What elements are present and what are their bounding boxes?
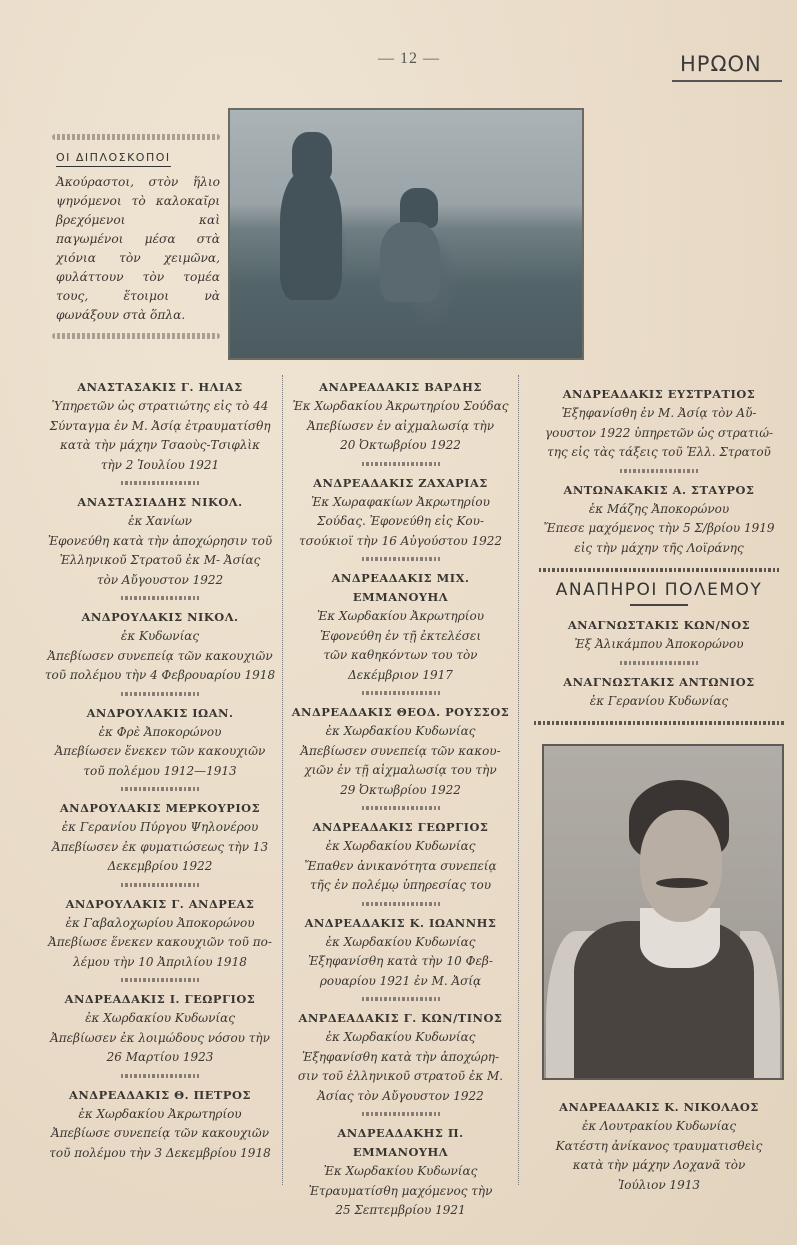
entry-name: ΑΝΔΡΕΑΔΑΚΙΣ ΓΕΩΡΓΙΟΣ (312, 820, 489, 834)
entry-name: ΑΝΔΡΕΑΔΑΚΙΣ ΘΕΟΔ. ΡΟΥΣΣΟΣ (291, 705, 510, 719)
entry-line: Ἐφονεύθη κατὰ τὴν ἀποχώρησιν τοῦ (47, 533, 273, 548)
entry-line: τοῦ πολέμου 1912—1913 (83, 763, 237, 778)
entry-name: ΑΝΔΡΟΥΛΑΚΙΣ Γ. ΑΝΔΡΕΑΣ (65, 896, 255, 911)
entry-line: κατὰ τὴν μάχην Λοχανᾶ τὸν (572, 1158, 746, 1172)
entry (288, 818, 513, 896)
separator (362, 557, 440, 561)
entry-line: ἐκ Μάζης Ἀποκορώνου (588, 501, 730, 516)
running-head: ΗΡΩΟΝ (680, 52, 762, 76)
entry-line: τὸν Αὔγουστον 1922 (96, 572, 224, 587)
entry-line: Ἐτραυματίσθη μαχόμενος τὴν (308, 1183, 493, 1198)
entry-line: Ἀπεβίωσεν ἕνεκεν τῶν κακουχιῶν (54, 744, 266, 758)
separator (362, 691, 440, 695)
entry-name: ΑΝΑΣΤΑΣΑΚΙΣ Γ. ΗΛΙΑΣ (77, 380, 243, 394)
entry-name: ΑΝΔΡΕΑΔΑΚΙΣ Θ. ΠΕΤΡΟΣ (69, 1087, 251, 1102)
entry-line: Ἀπεβίωσεν ἐκ λοιμώδους νόσου τὴν (50, 1030, 270, 1045)
entry-line: Ἐφονεύθη ἐν τῇ ἐκτελέσει (319, 628, 482, 643)
soldier-body-1 (280, 170, 342, 300)
entry-line: Ἐξηφανίσθη ἐν Μ. Ἀσίᾳ τὸν Αὔ- (561, 406, 757, 420)
entry-name: ΑΝΔΡΟΥΛΑΚΙΣ ΝΙΚΟΛ. (81, 610, 239, 624)
portrait-caption (528, 1098, 790, 1195)
entry-name: ΑΝΔΡΕΑΔΑΚΙΣ ΒΑΡΔΗΣ (319, 380, 482, 394)
entry-line: ἐκ Χωρδακίου Κυδωνίας (325, 934, 476, 949)
entry-line: εἰς τὴν μάχην τῆς Λοϊράνης (574, 540, 744, 555)
entry (288, 914, 513, 992)
entry-line: Σύνταγμα ἐν Μ. Ἀσίᾳ ἐτραυματίσθη (49, 418, 271, 433)
entry-name: ΑΝΔΡΟΥΛΑΚΙΣ ΜΕΡΚΟΥΡΙΟΣ (59, 801, 261, 815)
entry-line: Ἀπεβίωσε ἕνεκεν κακουχιῶν τοῦ πο- (48, 935, 272, 949)
entry-line: τσούκιοϊ τὴν 16 Αὐγούστου 1922 (298, 533, 503, 548)
entry-name: ΑΝΔΡΕΑΔΑΚΙΣ ΕΥΣΤΡΑΤΙΟΣ (562, 387, 756, 401)
entry-line: τοῦ πολέμου τὴν 3 Δεκεμβρίου 1918 (49, 1145, 271, 1160)
entry-name: ΑΝΔΡΕΑΔΑΚΙΣ Κ. ΙΩΑΝΝΗΣ (304, 915, 497, 930)
sidebox-text: Ἀκούραστοι, στὸν ἥλιο ψηνόμενοι τὸ καλοκαῖρι βρεχόμενοι καὶ παγωμένοι μέσα στὰ χιόνια τὸν χειμῶνα, φυλάττουν τὸν τομέα τους, ἕτοιμοι νὰ φωνάξουν στὰ ὅπλα. (56, 175, 220, 322)
entry-line: ἐκ Γαβαλοχωρίου Ἀποκορώνου (65, 915, 255, 930)
entry-line: τοῦ πολέμου τὴν 4 Φεβρουαρίου 1918 (44, 668, 276, 682)
separator (362, 462, 440, 466)
separator (362, 997, 440, 1001)
entry-name: ΑΝΑΓΝΩΣΤΑΚΙΣ ΑΝΤΩΝΙΟΣ (563, 674, 755, 689)
entry-line: ἐκ Χανίων (128, 514, 192, 528)
section-title-invalids: ΑΝΑΠΗΡΟΙ ΠΟΛΕΜΟΥ (555, 580, 763, 600)
entry-line: ἐκ Χωρδακίου Κυδωνίας (325, 839, 476, 853)
entry (288, 569, 513, 685)
entry-line: 26 Μαρτίου 1923 (106, 1050, 214, 1064)
entry-line: τὴν 2 Ἰουλίου 1921 (100, 457, 220, 472)
entry-line: Ἐκ Χωρδακίου Κυδωνίας (323, 1164, 478, 1178)
entry (288, 378, 513, 456)
portrait-mustache (656, 878, 708, 888)
entry-name: ΑΝΔΡΟΥΛΑΚΙΣ ΙΩΑΝ. (86, 705, 234, 720)
entry-name: ΑΝΑΓΝΩΣΤΑΚΙΣ ΚΩΝ/ΝΟΣ (567, 618, 751, 632)
entry-line: 25 Σεπτεμβρίου 1921 (335, 1203, 466, 1217)
entry-line: ρουαρίου 1921 ἐν Μ. Ἀσίᾳ (319, 973, 482, 988)
entry-line: Ἐκ Χωρδακίου Ἀκρωτηρίου (316, 609, 485, 623)
entry-name: ΑΝΔΡΕΑΔΑΚΙΣ Κ. ΝΙΚΟΛΑΟΣ (559, 1100, 759, 1114)
entry-line: 20 Ὀκτωβρίου 1922 (340, 438, 461, 452)
entry-line: ἐκ Γερανίου Πύργου Ψηλονέρου (61, 820, 259, 834)
separator (362, 806, 440, 810)
entry-line: της εἰς τὰς τάξεις τοῦ Ἑλλ. Στρατοῦ (547, 445, 771, 459)
sidebox-title: ΟΙ ΔΙΠΛΟΣΚΟΠΟΙ (56, 151, 171, 167)
entry-line: Ἀπεβίωσεν συνεπείᾳ τῶν κακουχιῶν (47, 648, 273, 663)
separator (121, 978, 199, 982)
entry-line: Ἐκ Χωρδακίου Ἀκρωτηρίου Σούδας (292, 399, 509, 413)
entry-name: ΑΝΔΡΕΑΔΑΚΙΣ ΖΑΧΑΡΙΑΣ (313, 475, 488, 490)
entry-line: Ἰούλιον 1913 (618, 1177, 700, 1192)
column-left (44, 378, 276, 1167)
separator-wide (539, 568, 779, 572)
entry (288, 1009, 513, 1106)
entry (44, 378, 276, 475)
entry-line: Δεκέμβριον 1917 (348, 667, 453, 682)
entry-line: Ἐκ Χωραφακίων Ἀκρωτηρίου (311, 494, 490, 509)
entry-line: Δεκεμβρίου 1922 (107, 859, 213, 873)
page-number: — 12 — (378, 50, 440, 67)
entry-line: Ἔπεσε μαχόμενος τὴν 5 Σ/βρίου 1919 (543, 521, 775, 535)
entry (288, 703, 513, 800)
separator (620, 469, 698, 473)
entry-line: γουστον 1922 ὑπηρετῶν ὡς στρατιώ- (544, 425, 774, 440)
entry-name: ΑΝΑΣΤΑΣΙΑΔΗΣ ΝΙΚΟΛ. (77, 495, 243, 509)
entry (44, 493, 276, 590)
entry-line: Ἀπεβίωσε συνεπείᾳ τῶν κακουχιῶν (51, 1126, 269, 1140)
entry-line: Ἐξ Ἀλικάμπου Ἀποκορώνου (574, 637, 744, 651)
entry-line: χιῶν ἐν τῇ αἰχμαλωσίᾳ του τὴν (304, 763, 497, 777)
separator (121, 692, 199, 696)
separator (121, 787, 199, 791)
entry-name: ΑΝΔΡΕΑΔΑΚΙΣ Ι. ΓΕΩΡΓΙΟΣ (64, 992, 256, 1006)
entry-name: ΑΝΔΡΕΑΔΑΚΙΣ ΜΙΧ. ΕΜΜΑΝΟΥΗΛ (331, 571, 470, 604)
entry (44, 1086, 276, 1164)
entry-line: σιν τοῦ ἑλληνικοῦ στρατοῦ ἐκ Μ. (297, 1069, 504, 1083)
separator (121, 596, 199, 600)
separator (121, 1074, 199, 1078)
entry-line: Ἐξηφανίσθη κατὰ τὴν ἀποχώρη- (302, 1049, 499, 1064)
photo-portrait (542, 744, 784, 1080)
entry-line: Ὑπηρετῶν ὡς στρατιώτης εἰς τὸ 44 (51, 399, 269, 413)
entry (528, 673, 790, 712)
entry-line: Ἐξηφανίσθη κατὰ τὴν 10 Φεβ- (308, 954, 493, 968)
entry (528, 385, 790, 463)
column-middle (288, 378, 513, 1225)
entry-line: λέμου τὴν 10 Ἀπριλίου 1918 (73, 954, 247, 969)
column-rule-1 (282, 375, 283, 1185)
photo-two-soldiers (228, 108, 584, 360)
wavy-rule-bottom (52, 333, 220, 339)
soldier-body-2 (380, 222, 440, 302)
separator (121, 481, 199, 485)
entry-line: ἐκ Χωρδακίου Κυδωνίας (85, 1011, 235, 1025)
entry-line: ἐκ Χωρδακίου Κυδωνίας (325, 1030, 476, 1044)
entry-line: τῶν καθηκόντων του τὸν (323, 648, 478, 662)
running-head-rule (672, 80, 782, 82)
entry-name: ΑΝΔΡΕΑΔΑΚΗΣ Π. ΕΜΜΑΝΟΥΗΛ (337, 1126, 464, 1159)
entry (44, 608, 276, 686)
entry-line: Ἀπεβίωσεν ἐν αἰχμαλωσίᾳ τὴν (306, 418, 495, 433)
entry (44, 704, 276, 782)
separator-wide (534, 721, 784, 725)
separator (620, 661, 698, 665)
entry (44, 799, 276, 877)
wavy-rule-top (52, 134, 220, 140)
sidebox-diploskopoi (52, 134, 220, 345)
section-title-rule (630, 604, 688, 606)
entry-line: Ἀπεβίωσεν συνεπείᾳ τῶν κακου- (300, 743, 501, 758)
entry-line: Ἀσίας τὸν Αὔγουστον 1922 (317, 1088, 484, 1103)
entry-line: ἐκ Λουτρακίου Κυδωνίας (581, 1119, 737, 1133)
entry-line: ἐκ Γερανίου Κυδωνίας (589, 693, 729, 708)
entry (528, 616, 790, 655)
portrait-face (640, 810, 722, 922)
entry-line: Ἀπεβίωσεν ἐκ φυματιώσεως τὴν 13 (51, 839, 269, 854)
separator (121, 883, 199, 887)
entry-line: ἐκ Χωρδακίου Κυδωνίας (325, 724, 476, 738)
entry-line: ἐκ Κυδωνίας (120, 629, 200, 643)
entry-line: Ἔπαθεν ἀνικανότητα συνεπείᾳ (304, 858, 497, 873)
entry-line: κατὰ τὴν μάχην Τσαοὺς-Τσιφλὶκ (59, 438, 260, 452)
column-right (528, 385, 790, 733)
entry (288, 474, 513, 552)
entry (44, 895, 276, 973)
entry-line: ἐκ Χωρδακίου Ἀκρωτηρίου (78, 1106, 242, 1121)
column-rule-2 (518, 375, 519, 1185)
entry-line: Κατέστη ἀνίκανος τραυματισθεὶς (555, 1138, 763, 1153)
entry-line: τῆς ἐν πολέμῳ ὑπηρεσίας του (309, 878, 492, 892)
entry (528, 481, 790, 559)
separator (362, 902, 440, 906)
entry-line: ἐκ Φρὲ Ἀποκορώνου (98, 724, 222, 739)
entry-line: Ἑλληνικοῦ Στρατοῦ ἐκ Μ- Ἀσίας (59, 553, 261, 567)
entry-line: 29 Ὀκτωβρίου 1922 (340, 782, 461, 797)
entry-name: ΑΝΡΔΕΑΔΑΚΙΣ Γ. ΚΩΝ/ΤΙΝΟΣ (298, 1011, 503, 1025)
entry (288, 1124, 513, 1221)
entry-line: Σούδας. Ἐφονεύθη εἰς Κου- (316, 514, 485, 528)
entry (44, 990, 276, 1068)
entry-name: ΑΝΤΩΝΑΚΑΚΙΣ Α. ΣΤΑΥΡΟΣ (563, 482, 755, 497)
separator (362, 1112, 440, 1116)
